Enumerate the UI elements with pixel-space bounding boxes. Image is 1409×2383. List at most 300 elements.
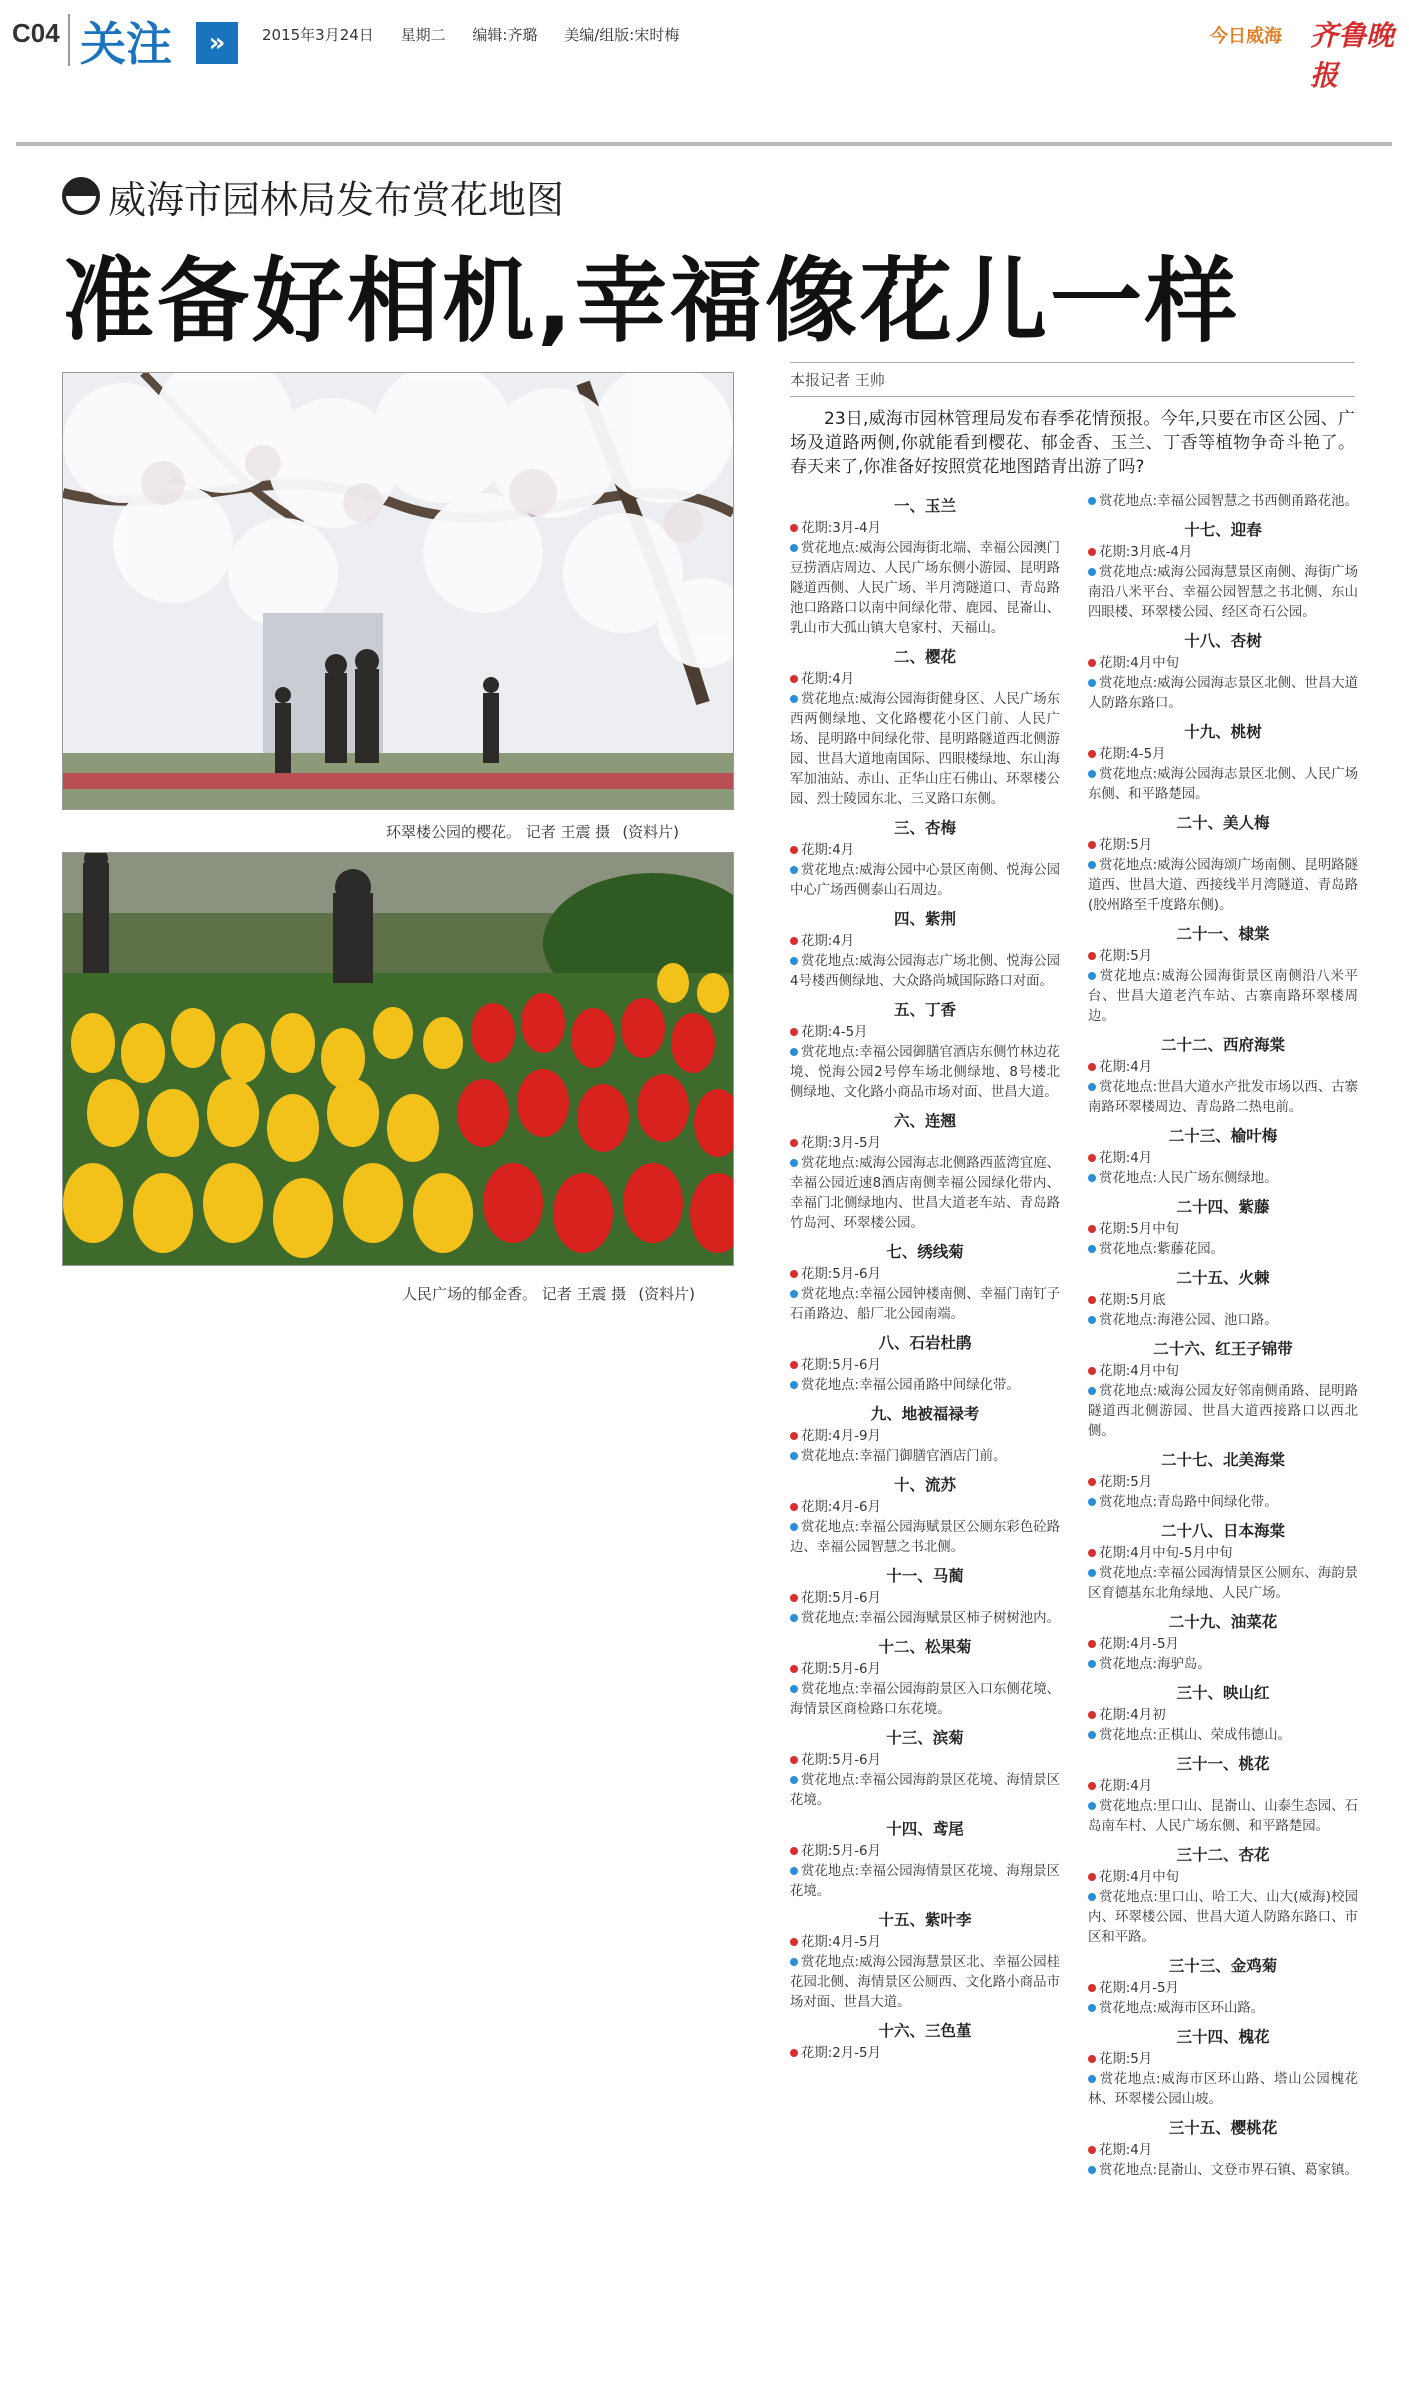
flower-place: 赏花地点:幸福公园甬路中间绿化带。 xyxy=(801,1378,1020,1393)
flower-place: 赏花地点:海驴岛。 xyxy=(1099,1657,1211,1672)
red-bullet-icon xyxy=(790,1847,798,1855)
flower-period: 花期:5月-6月 xyxy=(801,1267,881,1282)
flower-period: 花期:4月中旬-5月中旬 xyxy=(1099,1546,1233,1561)
flower-period-line xyxy=(790,1265,1060,1285)
flower-place: 赏花地点:威海公园海志景区北侧、人民广场东侧、和平路楚园。 xyxy=(1088,767,1358,802)
flower-place-line xyxy=(1088,856,1358,916)
red-bullet-icon xyxy=(790,1361,798,1369)
flower-entry xyxy=(1088,1033,1358,1118)
flower-place: 赏花地点:幸福公园智慧之书西侧甬路花池。 xyxy=(1099,494,1358,509)
blue-bullet-icon xyxy=(790,1381,798,1389)
flower-place: 赏花地点:威海公园海志广场北侧、悦海公园4号楼西侧绿地、大众路尚城国际路口对面。 xyxy=(790,954,1060,989)
flower-place-line xyxy=(1088,1078,1358,1118)
blue-bullet-icon xyxy=(1088,1387,1096,1395)
blue-bullet-icon xyxy=(1088,497,1096,505)
flower-period: 花期:4月 xyxy=(801,672,855,687)
red-bullet-icon xyxy=(790,2049,798,2057)
flower-place: 赏花地点:威海公园海街健身区、人民广场东西两侧绿地、文化路樱花小区门前、人民广场、昆明路中间绿化带、昆明路隧道西北侧游园、世昌大道地南国际、四眼楼绿地、东山海军加油站、赤山、正华山庄石佛山、环翠楼公园、烈士陵园东北、三叉路口东侧。 xyxy=(790,692,1060,807)
flower-period-line xyxy=(1088,1868,1358,1888)
flower-list-column-left xyxy=(790,492,1060,2070)
flower-period: 花期:4月-5月 xyxy=(1099,1981,1179,1996)
blue-bullet-icon xyxy=(1088,1245,1096,1253)
flower-title: 三十二、杏花 xyxy=(1176,1846,1270,1864)
red-bullet-icon xyxy=(790,937,798,945)
flower-period-line xyxy=(1088,654,1358,674)
red-bullet-icon xyxy=(1088,1478,1096,1486)
flower-place: 赏花地点:里口山、昆嵛山、山泰生态园、石岛南车村、人民广场东侧、和平路楚园。 xyxy=(1088,1799,1358,1834)
flower-period: 花期:5月中旬 xyxy=(1099,1222,1179,1237)
flower-place-line xyxy=(1088,1888,1358,1948)
flower-title: 二十五、火棘 xyxy=(1176,1269,1270,1287)
issue-designer: 美编/组版:宋时梅 xyxy=(564,26,680,44)
flower-period-line xyxy=(1088,543,1358,563)
flower-place-line xyxy=(790,1285,1060,1325)
article-byline: 本报记者 王帅 xyxy=(790,371,885,389)
flower-title: 十九、桃树 xyxy=(1184,723,1262,741)
flower-period-line xyxy=(1088,745,1358,765)
flower-period-line xyxy=(790,1427,1060,1447)
flower-title: 二十六、红王子锦带 xyxy=(1153,1340,1293,1358)
blue-bullet-icon xyxy=(1088,861,1096,869)
flower-entry xyxy=(790,1331,1060,1396)
flower-place: 赏花地点:正棋山、荣成伟德山。 xyxy=(1099,1728,1291,1743)
flower-entry xyxy=(790,1817,1060,1902)
article-intro-block xyxy=(790,362,1355,479)
blue-bullet-icon xyxy=(1088,1316,1096,1324)
flower-period-line xyxy=(790,1751,1060,1771)
flower-place-line xyxy=(1088,765,1358,805)
flower-place-line xyxy=(1088,2070,1358,2110)
blue-bullet-icon xyxy=(1088,1893,1096,1901)
red-bullet-icon xyxy=(1088,1984,1096,1992)
flower-period-line xyxy=(1088,1544,1358,1564)
flower-title: 二、樱花 xyxy=(893,648,956,666)
flower-period: 花期:4-5月 xyxy=(801,1025,868,1040)
flower-place-line xyxy=(1088,1564,1358,1604)
flower-period: 花期:4月 xyxy=(1099,1779,1153,1794)
page-number: C04 xyxy=(12,18,60,48)
flower-title: 八、石岩杜鹃 xyxy=(878,1334,972,1352)
flower-entry xyxy=(790,1908,1060,2013)
flower-entry xyxy=(1088,1610,1358,1675)
red-bullet-icon xyxy=(1088,2146,1096,2154)
flower-title: 四、紫荆 xyxy=(893,910,956,928)
flower-title: 二十、美人梅 xyxy=(1176,814,1270,832)
flower-title: 一、玉兰 xyxy=(893,497,956,515)
red-bullet-icon xyxy=(1088,1154,1096,1162)
flower-title: 十八、杏树 xyxy=(1184,632,1262,650)
flower-title: 九、地被福禄考 xyxy=(870,1405,980,1423)
red-bullet-icon xyxy=(1088,841,1096,849)
flower-list-column-right xyxy=(1088,492,1358,2187)
flower-entry xyxy=(790,1402,1060,1467)
flower-title: 三十四、槐花 xyxy=(1176,2028,1270,2046)
flower-entry xyxy=(1088,1954,1358,2019)
red-bullet-icon xyxy=(790,846,798,854)
blue-bullet-icon xyxy=(790,1958,798,1966)
blue-bullet-icon xyxy=(790,1048,798,1056)
blue-bullet-icon xyxy=(1088,2166,1096,2174)
flower-place: 赏花地点:幸福公园海韵景区入口东侧花境、海情景区商检路口东花境。 xyxy=(790,1682,1060,1717)
article-subtitle-row xyxy=(62,172,564,220)
red-bullet-icon xyxy=(1088,1873,1096,1881)
flower-place: 赏花地点:威海公园海志北侧路西蓝湾宜庭、幸福公园近速8酒店南侧幸福公园绿化带内、幸福门北侧绿地内、世昌大道老车站、青岛路竹岛河、环翠楼公园。 xyxy=(790,1156,1060,1231)
flower-place-line xyxy=(1088,492,1358,512)
flower-period-line xyxy=(790,932,1060,952)
flower-title: 六、连翘 xyxy=(893,1112,956,1130)
flower-place: 赏花地点:威海公园海慧景区北、幸福公园桂花园北侧、海情景区公厕西、文化路小商品市场对面、世昌大道。 xyxy=(790,1955,1060,2010)
blue-bullet-icon xyxy=(1088,1174,1096,1182)
flower-entry xyxy=(1088,720,1358,805)
blue-bullet-icon xyxy=(790,1685,798,1693)
flower-period-line xyxy=(1088,2050,1358,2070)
flower-entry xyxy=(790,1564,1060,1629)
flower-period-line xyxy=(790,1660,1060,1680)
flower-entry xyxy=(790,1726,1060,1811)
flower-place-line xyxy=(1088,1311,1358,1331)
flower-title: 三十一、桃花 xyxy=(1176,1755,1270,1773)
flower-place: 赏花地点:里口山、哈工大、山大(威海)校园内、环翠楼公园、世昌大道人防路东路口、市区和平路。 xyxy=(1088,1890,1358,1945)
blue-bullet-icon xyxy=(790,1523,798,1531)
red-bullet-icon xyxy=(790,1139,798,1147)
blue-bullet-icon xyxy=(790,1776,798,1784)
blue-bullet-icon xyxy=(1088,770,1096,778)
flower-entry xyxy=(1088,1195,1358,1260)
flower-entry xyxy=(790,645,1060,810)
flower-title: 十七、迎春 xyxy=(1184,521,1262,539)
flower-place-line xyxy=(790,1518,1060,1558)
flower-period: 花期:5月-6月 xyxy=(801,1662,881,1677)
flower-entry xyxy=(1088,1266,1358,1331)
blue-bullet-icon xyxy=(1088,1083,1096,1091)
blue-bullet-icon xyxy=(1088,1569,1096,1577)
flower-period: 花期:4月中旬 xyxy=(1099,1364,1179,1379)
flower-place: 赏花地点:幸福门御膳官酒店门前。 xyxy=(801,1449,1007,1464)
flower-period: 花期:4月 xyxy=(1099,1151,1153,1166)
flower-place: 赏花地点:威海公园海街北端、幸福公园澳门豆捞酒店周边、人民广场东侧小游园、昆明路隧道西侧、人民广场、半月湾隧道口、青岛路池口路路口以南中间绿化带、鹿园、昆崙山、乳山市大孤山镇大皂家村、天福山。 xyxy=(790,541,1060,636)
flower-place: 赏花地点:海港公园、池口路。 xyxy=(1099,1313,1278,1328)
flower-period: 花期:4月-5月 xyxy=(801,1935,881,1950)
flower-period: 花期:5月-6月 xyxy=(801,1358,881,1373)
flower-period-line xyxy=(790,1498,1060,1518)
flower-entry xyxy=(790,998,1060,1103)
flower-title: 十五、紫叶李 xyxy=(878,1911,972,1929)
blue-bullet-icon xyxy=(790,957,798,965)
red-bullet-icon xyxy=(1088,1782,1096,1790)
flower-period: 花期:4月中旬 xyxy=(1099,656,1179,671)
flower-period: 花期:4月 xyxy=(801,934,855,949)
red-bullet-icon xyxy=(790,1028,798,1036)
blue-bullet-icon xyxy=(1088,1731,1096,1739)
half-circle-icon xyxy=(62,177,100,215)
flower-period: 花期:4月初 xyxy=(1099,1708,1166,1723)
flower-place: 赏花地点:紫藤花园。 xyxy=(1099,1242,1225,1257)
cherry-blossom-photo xyxy=(62,372,734,810)
flower-period: 花期:4月中旬 xyxy=(1099,1870,1179,1885)
red-bullet-icon xyxy=(790,1756,798,1764)
flower-entry xyxy=(1088,1448,1358,1513)
flower-entry xyxy=(1088,1843,1358,1948)
blue-bullet-icon xyxy=(790,1452,798,1460)
flower-place-line xyxy=(790,1771,1060,1811)
flower-place-line xyxy=(1088,1999,1358,2019)
flower-title: 二十一、棣棠 xyxy=(1176,925,1270,943)
flower-place-line xyxy=(790,1447,1060,1467)
red-bullet-icon xyxy=(1088,952,1096,960)
byline-rule-top xyxy=(790,362,1355,363)
flower-title: 二十七、北美海棠 xyxy=(1160,1451,1285,1469)
flower-title: 十六、三色堇 xyxy=(878,2022,972,2040)
header-divider xyxy=(68,14,70,66)
flower-period: 花期:3月-4月 xyxy=(801,521,881,536)
flower-place-line xyxy=(790,952,1060,992)
flower-entry xyxy=(1088,1519,1358,1604)
flower-period-line xyxy=(790,1589,1060,1609)
flower-period: 花期:5月-6月 xyxy=(801,1844,881,1859)
flower-place-line xyxy=(790,1953,1060,2013)
blue-bullet-icon xyxy=(790,1159,798,1167)
flower-place-line xyxy=(1088,1169,1358,1189)
flower-place: 赏花地点:幸福公园海韵景区花境、海情景区花境。 xyxy=(790,1773,1060,1808)
blue-bullet-icon xyxy=(790,866,798,874)
flower-title: 十三、滨菊 xyxy=(886,1729,964,1747)
flower-place: 赏花地点:幸福公园御膳官酒店东侧竹林边花境、悦海公园2号停车场北侧绿地、8号楼北侧绿地、文化路小商品市场对面、世昌大道。 xyxy=(790,1045,1060,1100)
flower-place: 赏花地点:威海市区环山路。 xyxy=(1099,2001,1265,2016)
red-bullet-icon xyxy=(790,1503,798,1511)
red-bullet-icon xyxy=(1088,1225,1096,1233)
flower-period: 花期:5月底 xyxy=(1099,1293,1166,1308)
flower-period: 花期:5月-6月 xyxy=(801,1591,881,1606)
flower-period: 花期:3月-5月 xyxy=(801,1136,881,1151)
flower-place: 赏花地点:幸福公园海赋景区柿子树树池内。 xyxy=(801,1611,1060,1626)
flower-entry xyxy=(790,1473,1060,1558)
flower-place-line xyxy=(790,1043,1060,1103)
flower-title: 三十、映山红 xyxy=(1176,1684,1270,1702)
article-intro: 23日,威海市园林管理局发布春季花情预报。今年,只要在市区公园、广场及道路两侧,你就能看到樱花、郁金香、玉兰、丁香等植物争奇斗艳了。春天来了,你准备好按照赏花地图踏青出游了吗? xyxy=(790,409,1355,477)
flower-title: 七、绣线菊 xyxy=(886,1243,964,1261)
flower-entry xyxy=(1088,492,1358,512)
red-bullet-icon xyxy=(790,1594,798,1602)
flower-period: 花期:5月-6月 xyxy=(801,1753,881,1768)
flower-entry xyxy=(1088,1752,1358,1837)
flower-title: 二十四、紫藤 xyxy=(1176,1198,1270,1216)
flower-place: 赏花地点:威海公园友好邻南侧甬路、昆明路隧道西北侧游园、世昌大道西接路口以西北侧。 xyxy=(1088,1384,1358,1439)
flower-period: 花期:5月 xyxy=(1099,1475,1153,1490)
byline-rule-bottom xyxy=(790,396,1355,397)
flower-entry xyxy=(1088,2025,1358,2110)
blue-bullet-icon xyxy=(1088,1498,1096,1506)
flower-period-line xyxy=(1088,836,1358,856)
flower-period: 花期:4月 xyxy=(801,843,855,858)
red-bullet-icon xyxy=(1088,1549,1096,1557)
flower-place: 赏花地点:昆嵛山、文登市界石镇、葛家镇。 xyxy=(1099,2163,1358,2178)
red-bullet-icon xyxy=(1088,750,1096,758)
blue-bullet-icon xyxy=(1088,1660,1096,1668)
flower-period-line xyxy=(1088,1706,1358,1726)
flower-place: 赏花地点:幸福公园海情景区花境、海翔景区花境。 xyxy=(790,1864,1060,1899)
flower-place-line xyxy=(790,1862,1060,1902)
flower-title: 二十二、西府海棠 xyxy=(1160,1036,1285,1054)
blue-bullet-icon xyxy=(1088,2075,1096,2083)
blue-bullet-icon xyxy=(790,1614,798,1622)
flower-place: 赏花地点:威海公园海志景区北侧、世昌大道人防路东路口。 xyxy=(1088,676,1358,711)
photo-caption-2 xyxy=(402,1283,695,1304)
flower-entry xyxy=(790,1240,1060,1325)
red-bullet-icon xyxy=(1088,1367,1096,1375)
header-rule xyxy=(16,142,1392,146)
flower-period: 花期:4月 xyxy=(1099,1060,1153,1075)
flower-title: 五、丁香 xyxy=(893,1001,956,1019)
section-title: 关注 xyxy=(80,17,172,71)
red-bullet-icon xyxy=(1088,2055,1096,2063)
red-bullet-icon xyxy=(1088,1296,1096,1304)
flower-title: 三、杏梅 xyxy=(893,819,956,837)
red-bullet-icon xyxy=(1088,1711,1096,1719)
flower-period-line xyxy=(790,1933,1060,1953)
flower-place-line xyxy=(1088,1655,1358,1675)
flower-entry xyxy=(1088,518,1358,623)
flower-period-line xyxy=(1088,947,1358,967)
flower-place: 赏花地点:威海公园中心景区南侧、悦海公园中心广场西侧泰山石周边。 xyxy=(790,863,1060,898)
flower-period-line xyxy=(1088,1979,1358,1999)
red-bullet-icon xyxy=(790,524,798,532)
red-bullet-icon xyxy=(1088,1063,1096,1071)
flower-title: 三十五、樱桃花 xyxy=(1168,2119,1278,2137)
article-headline: 准备好相机,幸福像花儿一样 xyxy=(62,248,1240,355)
red-bullet-icon xyxy=(1088,548,1096,556)
blue-bullet-icon xyxy=(790,695,798,703)
flower-period-line xyxy=(790,670,1060,690)
flower-entry xyxy=(790,816,1060,901)
red-bullet-icon xyxy=(790,1938,798,1946)
flower-period: 花期:4月 xyxy=(1099,2143,1153,2158)
flower-place: 赏花地点:威海公园海街景区南侧沿八米平台、世昌大道老汽车站、古寨南路环翠楼周边。 xyxy=(1088,969,1358,1024)
issue-meta xyxy=(262,24,701,45)
flower-place-line xyxy=(790,1609,1060,1629)
flower-period-line xyxy=(1088,1058,1358,1078)
blue-bullet-icon xyxy=(1088,1802,1096,1810)
flower-entry xyxy=(790,907,1060,992)
flower-place-line xyxy=(790,539,1060,639)
red-bullet-icon xyxy=(790,675,798,683)
issue-editor: 编辑:齐璐 xyxy=(472,26,538,44)
blue-bullet-icon xyxy=(1088,972,1096,980)
article-subtitle: 威海市园林局发布赏花地图 xyxy=(108,177,565,222)
flower-place-line xyxy=(790,1376,1060,1396)
flower-period: 花期:5月 xyxy=(1099,949,1153,964)
flower-place: 赏花地点:幸福公园钟楼南侧、幸福门南钉子石甬路边、船厂北公园南端。 xyxy=(790,1287,1060,1322)
red-bullet-icon xyxy=(790,1432,798,1440)
flower-place: 赏花地点:世昌大道水产批发市场以西、古寨南路环翠楼周边、青岛路二热电前。 xyxy=(1088,1080,1358,1115)
flower-place-line xyxy=(1088,1797,1358,1837)
flower-period-line xyxy=(1088,1291,1358,1311)
flower-period-line xyxy=(1088,1473,1358,1493)
paper-logo: 齐鲁晚报 xyxy=(1310,19,1395,92)
photo-caption-1 xyxy=(386,821,679,842)
flower-entry xyxy=(1088,2116,1358,2181)
flower-entry xyxy=(790,494,1060,639)
flower-place: 赏花地点:人民广场东侧绿地。 xyxy=(1099,1171,1278,1186)
flower-period-line xyxy=(1088,1149,1358,1169)
flower-place: 赏花地点:威海公园海颂广场南侧、昆明路隧道西、世昌大道、西接线半月湾隧道、青岛路(胶州路至千度路东侧)。 xyxy=(1088,858,1358,913)
tulip-photo xyxy=(62,852,734,1266)
flower-entry xyxy=(1088,1681,1358,1746)
red-bullet-icon xyxy=(1088,1640,1096,1648)
red-bullet-icon xyxy=(790,1270,798,1278)
flower-period: 花期:4-5月 xyxy=(1099,747,1166,762)
flower-title: 二十八、日本海棠 xyxy=(1160,1522,1285,1540)
flower-place-line xyxy=(1088,1382,1358,1442)
flower-place: 赏花地点:威海公园海慧景区南侧、海街广场南沿八米平台、幸福公园智慧之书北侧、东山四眼楼、环翠楼公园、经区奇石公园。 xyxy=(1088,565,1358,620)
flower-period-line xyxy=(790,1134,1060,1154)
flower-entry xyxy=(1088,811,1358,916)
blue-bullet-icon xyxy=(790,544,798,552)
flower-period: 花期:5月 xyxy=(1099,2052,1153,2067)
flower-title: 十四、鸢尾 xyxy=(886,1820,964,1838)
photo-caption-1-credit: (资料片) xyxy=(622,823,680,841)
edition-label: 今日威海 xyxy=(1210,26,1282,47)
double-arrow-icon: » xyxy=(196,22,238,64)
flower-title: 十、流苏 xyxy=(893,1476,956,1494)
flower-entry xyxy=(1088,922,1358,1027)
photo-caption-1-text: 环翠楼公园的樱花。 记者 王震 摄 xyxy=(386,823,611,841)
issue-date: 2015年3月24日 xyxy=(262,26,374,44)
flower-place-line xyxy=(1088,563,1358,623)
flower-place-line xyxy=(790,1154,1060,1234)
flower-title: 三十三、金鸡菊 xyxy=(1168,1957,1278,1975)
blue-bullet-icon xyxy=(1088,679,1096,687)
flower-period-line xyxy=(790,1356,1060,1376)
flower-period: 花期:5月 xyxy=(1099,838,1153,853)
flower-place: 赏花地点:幸福公园海情景区公厕东、海韵景区育德基东北角绿地、人民广场。 xyxy=(1088,1566,1358,1601)
flower-period: 花期:2月-5月 xyxy=(801,2046,881,2061)
flower-place: 赏花地点:幸福公园海赋景区公厕东彩色砼路边、幸福公园智慧之书北侧。 xyxy=(790,1520,1060,1555)
flower-period-line xyxy=(790,1842,1060,1862)
red-bullet-icon xyxy=(1088,659,1096,667)
flower-title: 二十九、油菜花 xyxy=(1168,1613,1278,1631)
flower-place-line xyxy=(1088,1240,1358,1260)
flower-place-line xyxy=(1088,2161,1358,2181)
page-header xyxy=(0,0,1409,150)
flower-period: 花期:4月-6月 xyxy=(801,1500,881,1515)
flower-entry xyxy=(790,1109,1060,1234)
flower-entry xyxy=(1088,629,1358,714)
flower-entry xyxy=(1088,1124,1358,1189)
flower-place-line xyxy=(790,861,1060,901)
flower-period-line xyxy=(790,519,1060,539)
flower-title: 十二、松果菊 xyxy=(878,1638,972,1656)
flower-period: 花期:4月-5月 xyxy=(1099,1637,1179,1652)
flower-period-line xyxy=(790,2044,1060,2064)
flower-entry xyxy=(790,1635,1060,1720)
flower-place-line xyxy=(1088,1726,1358,1746)
flower-place: 赏花地点:青岛路中间绿化带。 xyxy=(1099,1495,1278,1510)
blue-bullet-icon xyxy=(1088,568,1096,576)
flower-place-line xyxy=(790,690,1060,810)
flower-place-line xyxy=(790,1680,1060,1720)
issue-weekday: 星期二 xyxy=(400,26,446,44)
blue-bullet-icon xyxy=(790,1867,798,1875)
flower-period-line xyxy=(790,841,1060,861)
flower-title: 二十三、榆叶梅 xyxy=(1168,1127,1278,1145)
blue-bullet-icon xyxy=(1088,2004,1096,2012)
flower-place-line xyxy=(1088,674,1358,714)
cherry-blossom-illustration xyxy=(63,373,733,809)
red-bullet-icon xyxy=(790,1665,798,1673)
blue-bullet-icon xyxy=(790,1290,798,1298)
photo-caption-2-credit: (资料片) xyxy=(638,1285,696,1303)
photo-caption-2-text: 人民广场的郁金香。 记者 王震 摄 xyxy=(402,1285,627,1303)
